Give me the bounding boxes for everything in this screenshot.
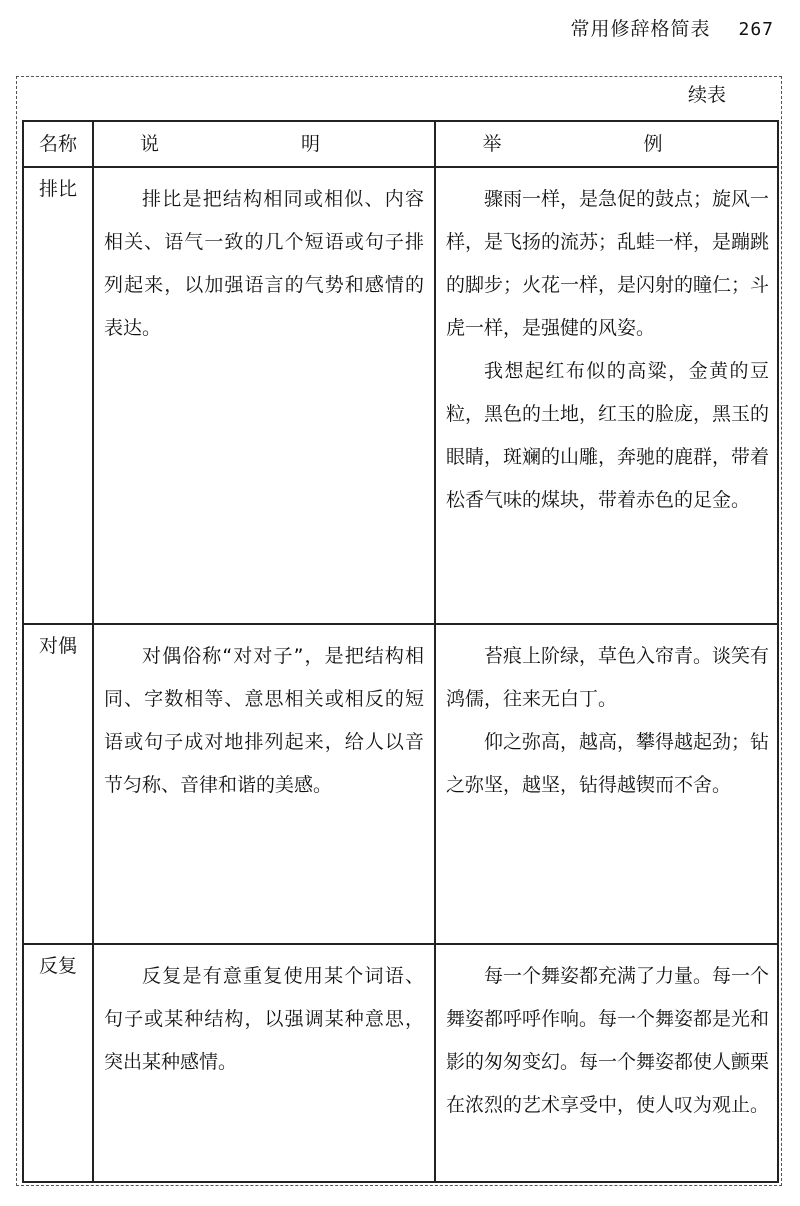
book-section-title: 常用修辞格简表 [570,18,711,40]
header-description: 说 明 [93,121,435,167]
table-row [23,624,778,944]
row-name: 排比 [23,167,93,624]
rhetoric-table [22,120,779,1183]
running-header [570,14,774,41]
description-text: 反复是有意重复使用某个词语、句子或某种结构，以强调某种意思，突出某种感情。 [104,965,424,1073]
header-name: 名称 [23,121,93,167]
table-row [23,167,778,624]
table-header-row [23,121,778,167]
page-number: 267 [738,19,774,40]
continued-label: 续表 [688,84,727,106]
example-text: 苔痕上阶绿，草色入帘青。谈笑有鸿儒，往来无白丁。 [446,645,770,710]
example-text: 我想起红布似的高粱，金黄的豆粒，黑色的土地，红玉的脸庞，黑玉的眼睛，斑斓的山雕，奔驰的鹿群，带着松香气味的煤块，带着赤色的足金。 [446,360,770,511]
row-description [93,167,435,624]
row-name: 对偶 [23,624,93,944]
description-text: 对偶俗称“对对子”，是把结构相同、字数相等、意思相关或相反的短语或句子成对地排列起来，给人以音节匀称、音律和谐的美感。 [104,645,424,796]
row-description [93,624,435,944]
row-examples [435,624,778,944]
example-text: 仰之弥高，越高，攀得越起劲；钻之弥坚，越坚，钻得越锲而不舍。 [446,731,770,796]
example-text: 每一个舞姿都充满了力量。每一个舞姿都呼呼作响。每一个舞姿都是光和影的匆匆变幻。每一个舞姿都使人颤栗在浓烈的艺术享受中，使人叹为观止。 [446,965,770,1116]
example-text: 骤雨一样，是急促的鼓点；旋风一样，是飞扬的流苏；乱蛙一样，是蹦跳的脚步；火花一样，是闪射的瞳仁；斗虎一样，是强健的风姿。 [446,188,770,339]
table-row [23,944,778,1182]
row-examples [435,944,778,1182]
row-examples [435,167,778,624]
row-description [93,944,435,1182]
description-text: 排比是把结构相同或相似、内容相关、语气一致的几个短语或句子排列起来，以加强语言的气势和感情的表达。 [104,188,424,339]
header-example: 举 例 [435,121,778,167]
row-name: 反复 [23,944,93,1182]
